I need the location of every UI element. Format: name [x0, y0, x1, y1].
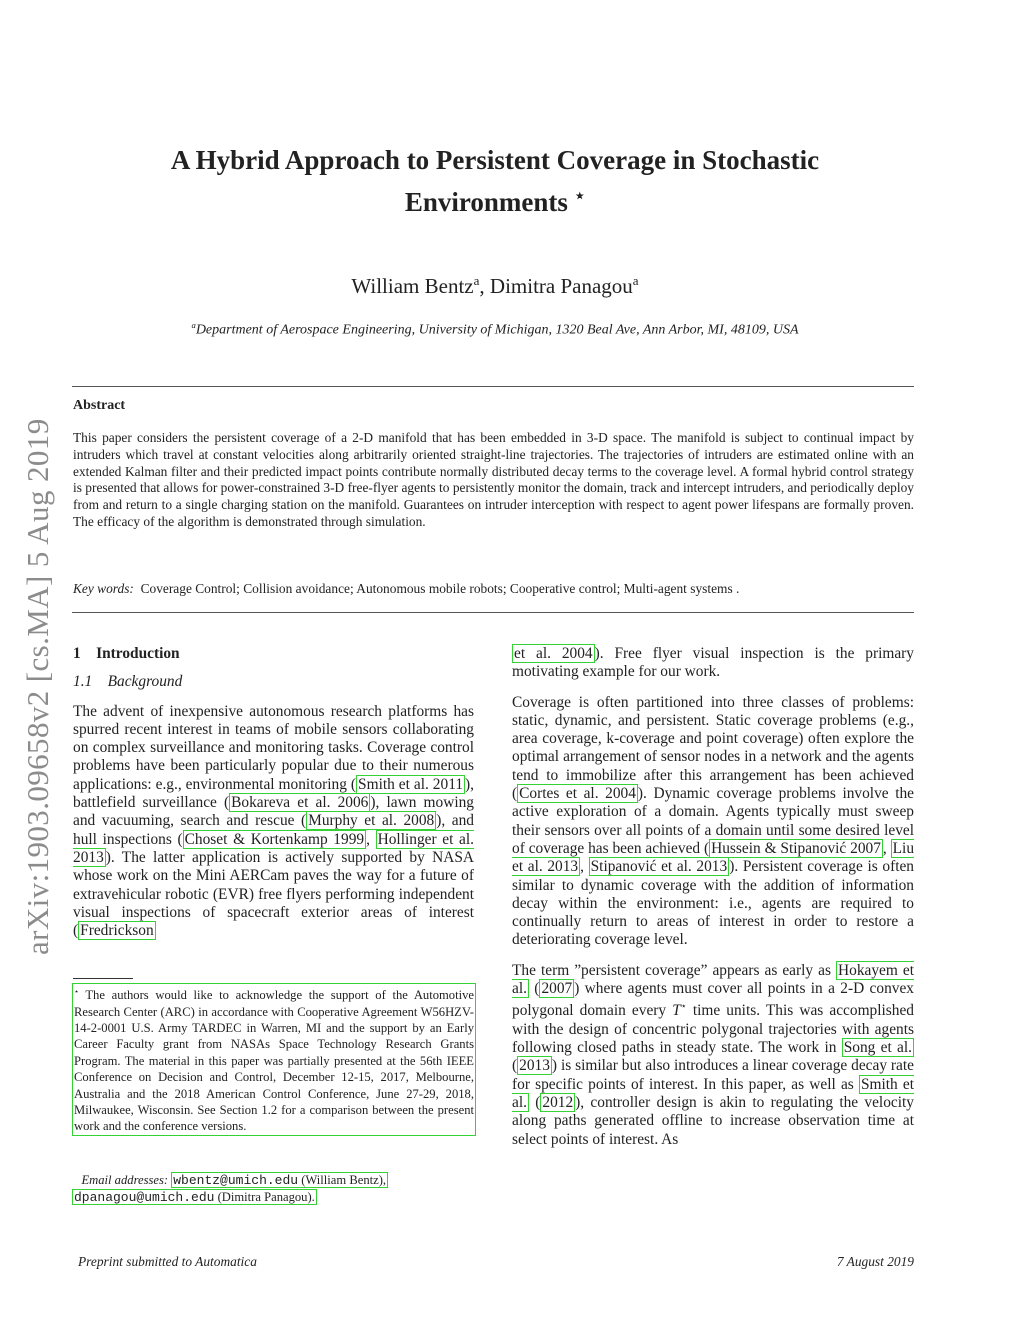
- citation-link[interactable]: Choset & Kortenkamp 1999: [184, 830, 365, 848]
- abstract-top-rule: [72, 386, 914, 387]
- title-line-2: Environments: [404, 187, 568, 217]
- paragraph: [512, 694, 914, 950]
- paragraph-text: The term ”persistent coverage” appears as early as: [512, 961, 837, 979]
- author-1: William Bentz: [351, 274, 474, 298]
- paragraph-text: ) is similar but also introduces a linear coverage decay rate for specific points of interest. In this paper, as well as: [512, 1057, 914, 1093]
- abstract-text: This paper considers the persistent coverage of a 2-D manifold that has been embedded in 3-D space. The manifold is subject to continual impact by intruders which travel at constant velocities along arbitrarily oriented straight-line trajectories. The trajectories of intruders are estimated online with an extended Kalman filter and their predicted impact points contribute normally distributed decay terms to the coverage level. A formal hybrid control strategy is presented that allows for power-constrained 3-D free-flyer agents to persistently monitor the domain, track and intercept intruders, and periodically deploy from and return to a single charging station on the manifold. Guarantees on intruder interception with respect to agent power lifespans are formally proven. The efficacy of the algorithm is demonstrated through simulation.: [73, 430, 914, 529]
- affiliation-text: Department of Aerospace Engineering, University of Michigan, 1320 Beal Ave, Ann Arbor, MI, 48109, USA: [195, 322, 799, 338]
- paragraph-text: ), battlefield surveillance (: [73, 775, 475, 812]
- abstract-bottom-rule: [72, 612, 914, 613]
- paragraph: [512, 645, 914, 682]
- footnote-emails: [72, 1172, 474, 1207]
- citation-link[interactable]: Hokayem et al.: [512, 961, 914, 998]
- citation-link[interactable]: Murphy et al. 2008: [308, 812, 435, 830]
- citation-link[interactable]: 2012: [542, 1093, 574, 1111]
- author-2-affil-mark: a: [632, 273, 639, 288]
- affiliation-mark: a: [191, 320, 196, 330]
- author-2: Dimitra Panagou: [489, 274, 633, 298]
- citation-link[interactable]: 2013: [519, 1057, 550, 1075]
- citation-link[interactable]: Fredrickson: [80, 922, 154, 940]
- paper-title: [80, 142, 910, 220]
- math-symbol: T: [672, 1002, 681, 1020]
- footnote-mark: ⋆: [74, 987, 79, 996]
- citation-link[interactable]: Smith et al. 2011: [358, 775, 464, 793]
- keywords-text: Coverage Control; Collision avoidance; Autonomous mobile robots; Cooperative control; Multi-agent systems .: [140, 581, 740, 596]
- citation-link[interactable]: et al. 2004: [514, 645, 593, 662]
- paragraph-text: (: [512, 1057, 518, 1075]
- paragraph-text: ,: [580, 858, 589, 876]
- paragraph-text: ), and hull inspections (: [73, 812, 474, 848]
- keywords: [73, 581, 914, 597]
- abstract-heading: Abstract: [73, 398, 126, 413]
- paragraph-text: (: [528, 1093, 541, 1111]
- subsection-heading: 1.1 Background: [73, 673, 183, 691]
- footnote-rule: [73, 978, 133, 979]
- author-list: [80, 273, 910, 299]
- paragraph-text: ). Dynamic coverage problems involve the active exploration of a domain. Agents typically must sweep their sensors over all points of a domain until some desired level of coverage has been achieved (: [512, 785, 914, 857]
- paragraph-text: ). Persistent coverage is often similar to dynamic coverage with the addition of information decay within the environment: i.e., agents are required to continually return to areas of interest in order to restore a deteriorating coverage level.: [512, 858, 914, 949]
- paragraph-text: ,: [366, 830, 376, 848]
- email-address: wbentz@umich.edu: [173, 1173, 299, 1188]
- paragraph-text: ,: [882, 839, 891, 857]
- math-superscript: ⋆: [680, 1001, 687, 1013]
- email-link[interactable]: [171, 1172, 388, 1188]
- paragraph-text: Coverage is often partitioned into three classes of problems: static, dynamic, and persistent. Static coverage problems (e.g., area coverage, k-coverage and point coverage) often explore the optimal arrangement of sensor nodes in a network and the agents tend to immobilize after this arrangement has been achieved (: [512, 693, 914, 803]
- email-link[interactable]: [72, 1189, 317, 1205]
- paragraph: [73, 703, 474, 941]
- footnote-text: The authors would like to acknowledge the support of the Automotive Research Center (ARC) in accordance with Cooperative Agreement W56HZV-14-2-0001 U.S. Army TARDEC in Warren, MI and the support by an Early Career Faculty grant from NASAs Space Technology Research Grants Program. The material in this paper was partially presented at the 56th IEEE Conference on Decision and Control, December 12-15, 2017, Melbourne, Australia and the 2018 American Control Conference, June 27-29, 2018, Milwaukee, Wisconsin. See Section 1.2 for a comparison between the present work and the conference versions.: [74, 988, 474, 1134]
- left-column: [73, 645, 474, 952]
- paragraph-text: ), controller design is akin to regulating the velocity along paths generated offline to increase observation time at select points of interest. As: [512, 1093, 914, 1148]
- footer-date: 7 August 2019: [836, 1254, 914, 1269]
- email-address: dpanagou@umich.edu: [74, 1190, 215, 1206]
- keywords-label: Key words:: [73, 581, 134, 596]
- citation-link[interactable]: Song et al.: [843, 1039, 912, 1057]
- citation-link[interactable]: Hollinger et al. 2013: [73, 830, 474, 866]
- email-owner: (William Bentz),: [298, 1173, 387, 1187]
- footnote-acknowledgment[interactable]: [72, 983, 476, 1136]
- title-line-1: A Hybrid Approach to Persistent Coverage in Stochastic: [170, 145, 820, 175]
- paragraph-text: ). Free flyer visual inspection is the primary motivating example for our work.: [512, 645, 914, 681]
- citation-link[interactable]: Liu et al. 2013: [512, 839, 915, 876]
- title-footnote-mark: ⋆: [574, 186, 586, 205]
- paragraph-text: The advent of inexpensive autonomous research platforms has spurred recent interest in teams of mobile sensors collaborating on complex surveillance and monitoring tasks. Coverage control problems have been particularly popular due to their numerous applications: e.g., environmental monitoring (: [73, 702, 474, 793]
- citation-link[interactable]: 2007: [541, 980, 573, 998]
- email-owner: (Dimitra Panagou).: [214, 1190, 315, 1205]
- paragraph-text: ) where agents must cover all points in a 2-D convex polygonal domain every: [512, 980, 914, 1020]
- paragraph: [512, 962, 914, 1149]
- right-column: [512, 645, 914, 1161]
- citation-link[interactable]: Stipanović et al. 2013: [590, 858, 728, 876]
- citation-link[interactable]: Cortes et al. 2004: [519, 785, 636, 803]
- author-separator: ,: [479, 274, 490, 298]
- author-1-affil-mark: a: [473, 273, 480, 288]
- email-label: Email addresses:: [81, 1173, 169, 1187]
- paragraph-text: ). The latter application is actively supported by NASA whose work on the Mini AERCam paves the way for a future of extravehicular robotic (EVR) free flyers performing independent visual inspections of spacecraft exterior areas of interest (: [73, 848, 474, 940]
- citation-link[interactable]: Smith et al.: [512, 1075, 914, 1111]
- citation-link[interactable]: Hussein & Stipanović 2007: [711, 839, 881, 857]
- paragraph-text: ), lawn mowing and vacuuming, search and rescue (: [73, 794, 474, 830]
- paragraph-text: time units. This was accomplished with the design of concentric polygonal trajectories with agents following closed paths in steady state. The work in: [512, 1002, 914, 1057]
- paragraph-text: (: [528, 980, 540, 998]
- affiliation: [70, 320, 920, 339]
- footer-venue: Preprint submitted to Automatica: [78, 1254, 257, 1269]
- section-heading: 1 Introduction: [73, 645, 180, 662]
- arxiv-stamp: arXiv:1903.09658v2 [cs.MA] 5 Aug 2019: [20, 418, 55, 955]
- citation-link[interactable]: Bokareva et al. 2006: [231, 794, 369, 812]
